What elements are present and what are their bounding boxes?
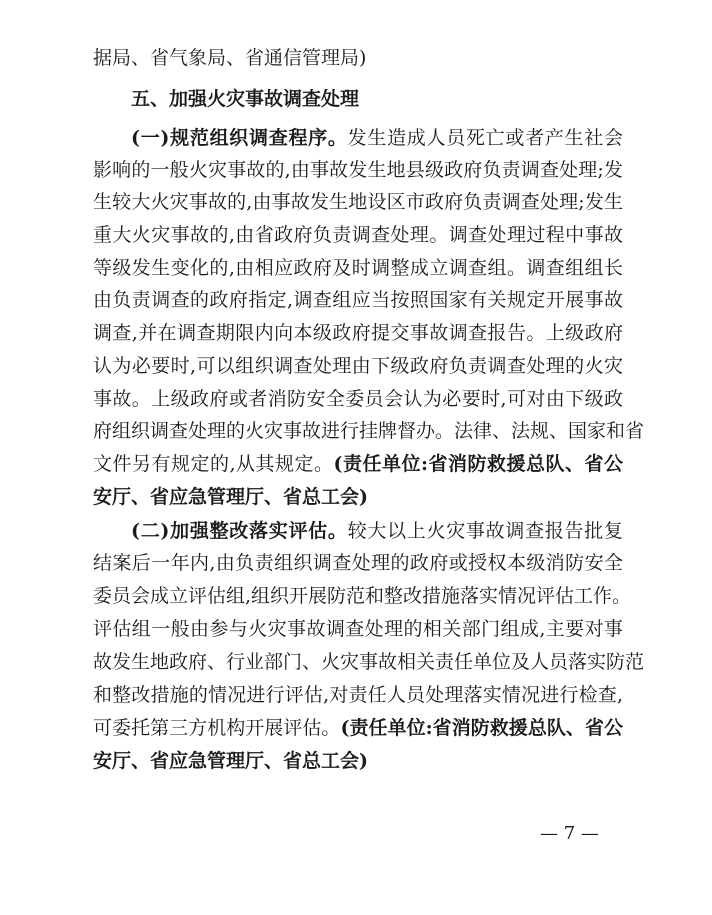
page-number: — 7 — — [540, 823, 599, 844]
subsection-1-label: (一)规范组织调查程序。 — [131, 127, 348, 149]
paragraph-line: 事故。上级政府或者消防安全委员会认为必要时,可对由下级政 — [93, 388, 623, 410]
subsection-2-first-line — [131, 519, 623, 543]
paragraph-line: 故发生地政府、行业部门、火灾事故相关责任单位及人员落实防范 — [93, 651, 645, 673]
responsibility-end: 安厅、省应急管理厅、省总工会) — [93, 486, 368, 508]
subsection-2-text: 较大以上火灾事故调查报告批复 — [347, 520, 623, 542]
paragraph-line: 认为必要时,可以组织调查处理由下级政府负责调查处理的火灾 — [93, 355, 623, 377]
paragraph-line: 评估组一般由参与火灾事故调查处理的相关部门组成,主要对事 — [93, 618, 623, 640]
paragraph-line: 和整改措施的情况进行评估,对责任人员处理落实情况进行检查, — [93, 684, 623, 706]
subsection-1-text: 发生造成人员死亡或者产生社会 — [347, 127, 623, 149]
subsection-1-first-line — [131, 126, 623, 150]
paragraph-line — [93, 716, 623, 740]
paragraph-line: 重大火灾事故的,由省政府负责调查处理。调查处理过程中事故 — [93, 224, 623, 246]
paragraph-line: 影响的一般火灾事故的,由事故发生地县级政府负责调查处理;发 — [93, 159, 623, 181]
paragraph-text: 文件另有规定的,从其规定。 — [93, 453, 334, 475]
intro-line: 据局、省气象局、省通信管理局) — [93, 47, 367, 69]
responsibility-prefix: (责任单位:省消防救援总队、省公 — [333, 453, 623, 475]
paragraph-line — [93, 452, 623, 476]
paragraph-line: 委员会成立评估组,组织开展防范和整改措施落实情况评估工作。 — [93, 585, 632, 607]
subsection-2-label: (二)加强整改落实评估。 — [131, 520, 348, 542]
paragraph-line: 等级发生变化的,由相应政府及时调整成立调查组。调查组组长 — [93, 257, 623, 279]
paragraph-line: 调查,并在调查期限内向本级政府提交事故调查报告。上级政府 — [93, 322, 623, 344]
responsibility-prefix: (责任单位:省消防救援总队、省公 — [340, 717, 623, 739]
paragraph-line: 由负责调查的政府指定,调查组应当按照国家有关规定开展事故 — [93, 289, 623, 311]
section-heading: 五、加强火灾事故调查处理 — [131, 88, 360, 110]
paragraph-text: 可委托第三方机构开展评估。 — [93, 717, 341, 739]
paragraph-line: 生较大火灾事故的,由事故发生地设区市政府负责调查处理;发生 — [93, 191, 623, 213]
paragraph-line: 府组织调查处理的火灾事故进行挂牌督办。法律、法规、国家和省 — [93, 420, 645, 442]
responsibility-end: 安厅、省应急管理厅、省总工会) — [93, 750, 368, 772]
paragraph-line: 结案后一年内,由负责组织调查处理的政府或授权本级消防安全 — [93, 552, 623, 574]
